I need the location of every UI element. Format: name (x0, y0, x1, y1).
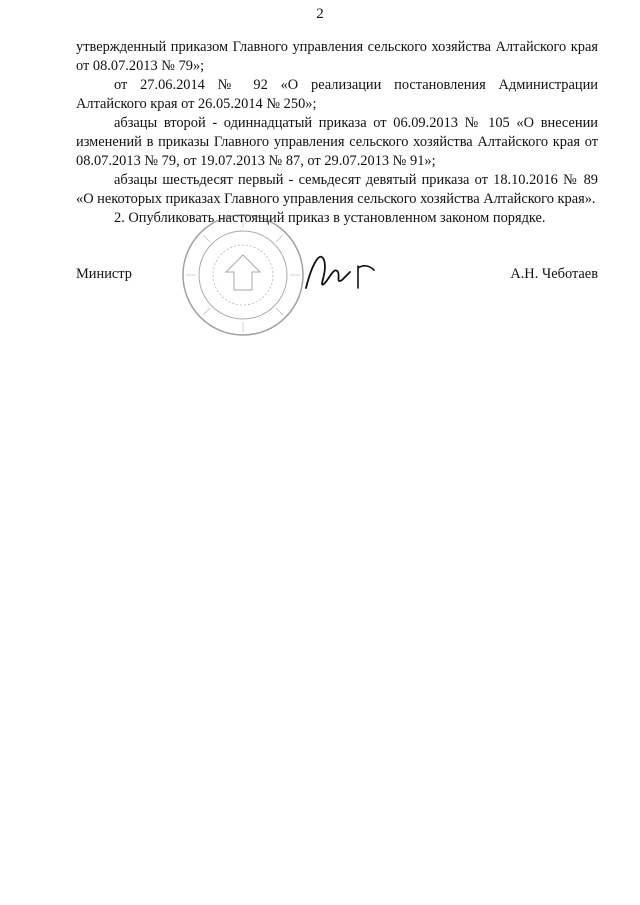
signatory-position: Министр (76, 266, 132, 282)
paragraph-5: 2. Опубликовать настоящий приказ в установленном законом порядке. (114, 210, 546, 226)
paragraph-1: утвержденный приказом Главного управления сельского хозяйства Алтайского края от 08.07.2013 № 79»; (76, 39, 598, 74)
document-body (76, 38, 598, 228)
paragraph-4: абзацы шестьдесят первый - семьдесят девятый приказа от 18.10.2016 № 89 «О некоторых приказах Главного управления сельского хозяйства Алтайского края». (76, 172, 598, 207)
signatory-name: А.Н. Чеботаев (510, 266, 598, 282)
paragraph-3: абзацы второй - одиннадцатый приказа от 06.09.2013 № 105 «О внесении изменений в приказы Главного управления сельского хозяйства Алтайского края от 08.07.2013 № 79, от 19.07.2013 № 87, от 29.07.2013 № 91»; (76, 115, 598, 169)
page-number: 2 (316, 6, 324, 22)
paragraph-2: от 27.06.2014 № 92 «О реализации постановления Администрации Алтайского края от 26.05.2014 № 250»; (76, 77, 598, 112)
signature-block (76, 266, 598, 296)
